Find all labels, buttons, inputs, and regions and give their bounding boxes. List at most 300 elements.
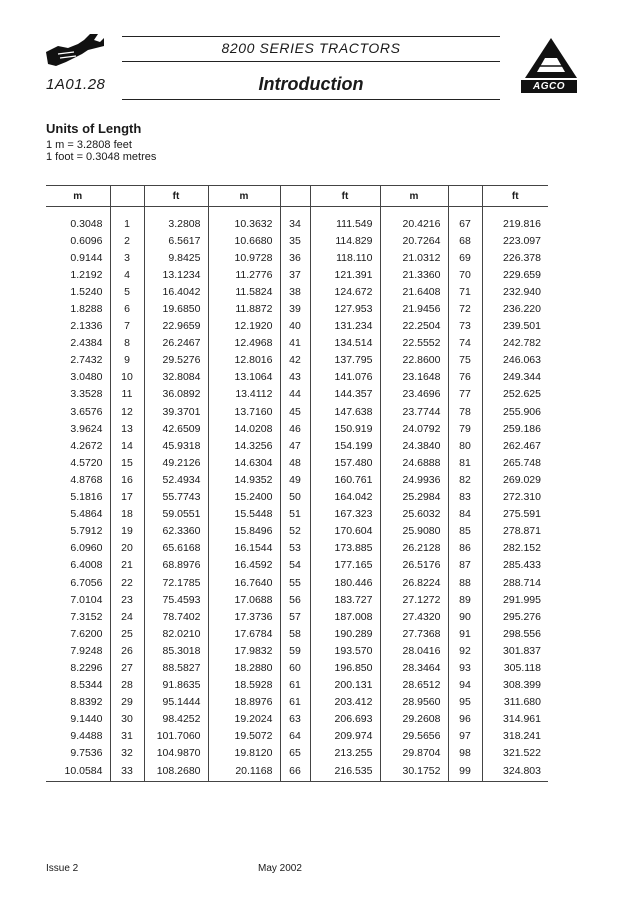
header-rule-bottom [122,99,500,100]
value-cell: 4.5720 [70,456,103,469]
value-cell: 262.467 [482,437,548,454]
index-cell: 26 [110,642,144,659]
index-cell: 9 [110,352,144,369]
header-rule-top [122,36,500,37]
value-cell: 18.8976 [208,694,280,711]
value-cell: 82.0210 [144,625,208,642]
value-cell: 7.0104 [70,593,103,606]
value-cell: 25.9080 [380,523,448,540]
value-cell: 9.1440 [70,713,103,726]
value-cell: 10.6680 [208,232,280,249]
value-cell: 1.5240 [70,285,103,298]
table-row [46,454,548,471]
value-cell: 25.6032 [380,506,448,523]
index-cell: 99 [448,762,482,782]
value-cell: 206.693 [310,711,380,728]
value-cell: 246.063 [482,352,548,369]
index-cell: 56 [280,591,310,608]
value-cell: 24.3840 [380,437,448,454]
value-cell: 16.4592 [208,557,280,574]
value-cell: 2.4384 [70,337,103,350]
index-cell: 5 [110,283,144,300]
table-row [46,711,548,728]
value-cell: 17.9832 [208,642,280,659]
table-row [46,574,548,591]
value-cell: 147.638 [310,403,380,420]
value-cell: 20.1168 [208,762,280,782]
index-cell: 93 [448,659,482,676]
value-cell: 272.310 [482,489,548,506]
index-cell: 13 [110,420,144,437]
value-cell: 68.8976 [144,557,208,574]
table-row [46,403,548,420]
index-cell: 85 [448,523,482,540]
index-cell: 19 [110,523,144,540]
index-cell: 90 [448,608,482,625]
value-cell: 91.8635 [144,677,208,694]
value-cell: 278.871 [482,523,548,540]
value-cell: 285.433 [482,557,548,574]
value-cell: 305.118 [482,659,548,676]
value-cell: 308.399 [482,677,548,694]
table-row [46,352,548,369]
index-cell: 17 [110,489,144,506]
value-cell: 28.9560 [380,694,448,711]
value-cell: 6.0960 [70,542,103,555]
value-cell: 114.829 [310,232,380,249]
index-cell: 44 [280,386,310,403]
index-cell: 54 [280,557,310,574]
table-row [46,728,548,745]
value-cell: 108.2680 [144,762,208,782]
index-cell: 67 [448,207,482,233]
value-cell: 26.2467 [144,335,208,352]
value-cell: 6.4008 [70,559,103,572]
index-cell: 29 [110,694,144,711]
value-cell: 282.152 [482,540,548,557]
index-cell: 81 [448,454,482,471]
index-cell: 33 [110,762,144,782]
value-cell: 20.7264 [380,232,448,249]
value-cell: 13.4112 [208,386,280,403]
value-cell: 2.7432 [70,354,103,367]
value-cell: 226.378 [482,249,548,266]
value-cell: 7.6200 [70,627,103,640]
table-row [46,471,548,488]
value-cell: 265.748 [482,454,548,471]
index-cell: 4 [110,266,144,283]
index-cell: 77 [448,386,482,403]
table-row [46,266,548,283]
value-cell: 32.8084 [144,369,208,386]
value-cell: 295.276 [482,608,548,625]
value-cell: 249.344 [482,369,548,386]
index-cell: 37 [280,266,310,283]
value-cell: 216.535 [310,762,380,782]
value-cell: 14.0208 [208,420,280,437]
table-row [46,642,548,659]
value-cell: 15.8496 [208,523,280,540]
value-cell: 1.2192 [70,268,103,281]
index-cell: 73 [448,318,482,335]
value-cell: 259.186 [482,420,548,437]
index-cell: 55 [280,574,310,591]
index-cell: 15 [110,454,144,471]
table-row [46,625,548,642]
index-cell: 21 [110,557,144,574]
value-cell: 26.5176 [380,557,448,574]
index-cell: 57 [280,608,310,625]
index-cell: 92 [448,642,482,659]
index-cell: 25 [110,625,144,642]
index-cell: 42 [280,352,310,369]
value-cell: 318.241 [482,728,548,745]
value-cell: 180.446 [310,574,380,591]
value-cell: 62.3360 [144,523,208,540]
value-cell: 252.625 [482,386,548,403]
value-cell: 42.6509 [144,420,208,437]
value-cell: 21.3360 [380,266,448,283]
value-cell: 29.2608 [380,711,448,728]
value-cell: 12.1920 [208,318,280,335]
value-cell: 9.4488 [70,730,103,743]
value-cell: 134.514 [310,335,380,352]
value-cell: 88.5827 [144,659,208,676]
value-cell: 298.556 [482,625,548,642]
index-cell: 61 [280,694,310,711]
footer-issue: Issue 2 [46,863,79,874]
index-cell: 94 [448,677,482,694]
index-cell: 49 [280,471,310,488]
series-title: 8200 SERIES TRACTORS [221,40,401,56]
index-cell: 98 [448,745,482,762]
value-cell: 78.7402 [144,608,208,625]
value-cell: 127.953 [310,300,380,317]
value-cell: 164.042 [310,489,380,506]
index-cell: 8 [110,335,144,352]
index-cell: 30 [110,711,144,728]
length-conversion-table [46,185,548,782]
index-cell: 46 [280,420,310,437]
table-row [46,489,548,506]
value-cell: 52.4934 [144,471,208,488]
index-cell: 79 [448,420,482,437]
value-cell: 3.0480 [70,371,103,384]
value-cell: 45.9318 [144,437,208,454]
value-cell: 22.9659 [144,318,208,335]
value-cell: 301.837 [482,642,548,659]
table-row [46,677,548,694]
value-cell: 0.9144 [70,251,103,264]
value-cell: 121.391 [310,266,380,283]
value-cell: 4.2672 [70,439,103,452]
index-cell: 59 [280,642,310,659]
value-cell: 6.7056 [70,576,103,589]
value-cell: 177.165 [310,557,380,574]
value-cell: 203.412 [310,694,380,711]
index-cell: 3 [110,249,144,266]
value-cell: 10.0584 [46,762,110,782]
index-cell: 76 [448,369,482,386]
value-cell: 269.029 [482,471,548,488]
value-cell: 24.9936 [380,471,448,488]
value-cell: 10.9728 [208,249,280,266]
value-cell: 242.782 [482,335,548,352]
value-cell: 22.8600 [380,352,448,369]
value-cell: 157.480 [310,454,380,471]
index-cell: 50 [280,489,310,506]
table-header-row [46,186,548,207]
table-row [46,283,548,300]
value-cell: 324.803 [482,762,548,782]
table-row [46,506,548,523]
value-cell: 5.1816 [70,491,103,504]
index-cell: 7 [110,318,144,335]
document-code: 1A01.28 [46,76,106,93]
value-cell: 219.816 [482,207,548,233]
value-cell: 12.4968 [208,335,280,352]
header-rule-middle [122,61,500,62]
value-cell: 5.4864 [70,508,103,521]
value-cell: 150.919 [310,420,380,437]
index-cell: 87 [448,557,482,574]
value-cell: 200.131 [310,677,380,694]
value-cell: 16.1544 [208,540,280,557]
index-cell: 35 [280,232,310,249]
index-cell: 68 [448,232,482,249]
conversion-meters-to-feet: 1 m = 3.2808 feet [46,139,132,151]
value-cell: 187.008 [310,608,380,625]
value-cell: 16.7640 [208,574,280,591]
value-cell: 13.1064 [208,369,280,386]
table-row [46,591,548,608]
table-row [46,557,548,574]
value-cell: 65.6168 [144,540,208,557]
index-cell: 41 [280,335,310,352]
value-cell: 5.7912 [70,525,103,538]
index-cell: 60 [280,659,310,676]
table-row [46,694,548,711]
index-cell: 48 [280,454,310,471]
value-cell: 4.8768 [70,473,103,486]
index-cell: 69 [448,249,482,266]
value-cell: 21.0312 [380,249,448,266]
value-cell: 23.7744 [380,403,448,420]
table-row [46,386,548,403]
value-cell: 209.974 [310,728,380,745]
value-cell: 24.0792 [380,420,448,437]
table-row [46,369,548,386]
value-cell: 12.8016 [208,352,280,369]
value-cell: 9.8425 [144,249,208,266]
column-header [448,186,482,207]
value-cell: 190.289 [310,625,380,642]
table-row [46,540,548,557]
table-row [46,207,548,233]
index-cell: 95 [448,694,482,711]
index-cell: 65 [280,745,310,762]
value-cell: 11.8872 [208,300,280,317]
value-cell: 18.2880 [208,659,280,676]
index-cell: 63 [280,711,310,728]
value-cell: 98.4252 [144,711,208,728]
table-row [46,437,548,454]
index-cell: 66 [280,762,310,782]
value-cell: 141.076 [310,369,380,386]
column-header [280,186,310,207]
value-cell: 29.5656 [380,728,448,745]
conversion-table-container [46,185,548,782]
index-cell: 45 [280,403,310,420]
index-cell: 58 [280,625,310,642]
value-cell: 7.9248 [70,644,103,657]
index-cell: 47 [280,437,310,454]
value-cell: 23.1648 [380,369,448,386]
column-header: ft [310,186,380,207]
value-cell: 8.8392 [70,696,103,709]
index-cell: 53 [280,540,310,557]
value-cell: 11.2776 [208,266,280,283]
table-row [46,318,548,335]
index-cell: 78 [448,403,482,420]
value-cell: 26.8224 [380,574,448,591]
value-cell: 288.714 [482,574,548,591]
index-cell: 75 [448,352,482,369]
value-cell: 170.604 [310,523,380,540]
index-cell: 97 [448,728,482,745]
value-cell: 19.2024 [208,711,280,728]
value-cell: 23.4696 [380,386,448,403]
index-cell: 82 [448,471,482,488]
column-header [110,186,144,207]
value-cell: 14.3256 [208,437,280,454]
value-cell: 213.255 [310,745,380,762]
index-cell: 72 [448,300,482,317]
value-cell: 131.234 [310,318,380,335]
value-cell: 17.3736 [208,608,280,625]
value-cell: 21.9456 [380,300,448,317]
value-cell: 17.6784 [208,625,280,642]
table-row [46,300,548,317]
value-cell: 28.6512 [380,677,448,694]
value-cell: 101.7060 [144,728,208,745]
value-cell: 21.6408 [380,283,448,300]
value-cell: 20.4216 [380,207,448,233]
value-cell: 27.1272 [380,591,448,608]
value-cell: 7.3152 [70,610,103,623]
index-cell: 39 [280,300,310,317]
index-cell: 2 [110,232,144,249]
table-row [46,762,548,782]
value-cell: 29.8704 [380,745,448,762]
value-cell: 30.1752 [380,762,448,782]
index-cell: 70 [448,266,482,283]
table-row [46,608,548,625]
value-cell: 3.3528 [70,388,103,401]
value-cell: 36.0892 [144,386,208,403]
index-cell: 16 [110,471,144,488]
value-cell: 291.995 [482,591,548,608]
value-cell: 183.727 [310,591,380,608]
index-cell: 1 [110,207,144,233]
value-cell: 28.0416 [380,642,448,659]
table-row [46,335,548,352]
column-header: ft [482,186,548,207]
index-cell: 24 [110,608,144,625]
table-row [46,659,548,676]
value-cell: 16.4042 [144,283,208,300]
value-cell: 3.6576 [70,405,103,418]
index-cell: 91 [448,625,482,642]
value-cell: 14.6304 [208,454,280,471]
value-cell: 196.850 [310,659,380,676]
value-cell: 15.2400 [208,489,280,506]
index-cell: 89 [448,591,482,608]
value-cell: 229.659 [482,266,548,283]
table-row [46,249,548,266]
table-row [46,232,548,249]
value-cell: 13.7160 [208,403,280,420]
index-cell: 80 [448,437,482,454]
index-cell: 18 [110,506,144,523]
table-row [46,745,548,762]
value-cell: 95.1444 [144,694,208,711]
column-header: m [208,186,280,207]
column-header: m [46,186,110,207]
index-cell: 27 [110,659,144,676]
value-cell: 22.2504 [380,318,448,335]
value-cell: 39.3701 [144,403,208,420]
value-cell: 85.3018 [144,642,208,659]
index-cell: 34 [280,207,310,233]
value-cell: 28.3464 [380,659,448,676]
value-cell: 223.097 [482,232,548,249]
index-cell: 10 [110,369,144,386]
value-cell: 0.6096 [70,234,103,247]
value-cell: 255.906 [482,403,548,420]
value-cell: 311.680 [482,694,548,711]
value-cell: 19.5072 [208,728,280,745]
index-cell: 64 [280,728,310,745]
value-cell: 236.220 [482,300,548,317]
value-cell: 154.199 [310,437,380,454]
index-cell: 71 [448,283,482,300]
value-cell: 24.6888 [380,454,448,471]
value-cell: 13.1234 [144,266,208,283]
section-heading: Units of Length [46,121,142,136]
index-cell: 40 [280,318,310,335]
index-cell: 14 [110,437,144,454]
value-cell: 0.3048 [70,217,103,230]
index-cell: 20 [110,540,144,557]
index-cell: 96 [448,711,482,728]
value-cell: 3.2808 [144,207,208,233]
index-cell: 84 [448,506,482,523]
page-title: Introduction [258,74,364,94]
value-cell: 15.5448 [208,506,280,523]
value-cell: 2.1336 [70,320,103,333]
value-cell: 14.9352 [208,471,280,488]
value-cell: 17.0688 [208,591,280,608]
index-cell: 86 [448,540,482,557]
value-cell: 8.2296 [70,661,103,674]
value-cell: 232.940 [482,283,548,300]
index-cell: 38 [280,283,310,300]
value-cell: 25.2984 [380,489,448,506]
index-cell: 22 [110,574,144,591]
table-row [46,420,548,437]
index-cell: 36 [280,249,310,266]
